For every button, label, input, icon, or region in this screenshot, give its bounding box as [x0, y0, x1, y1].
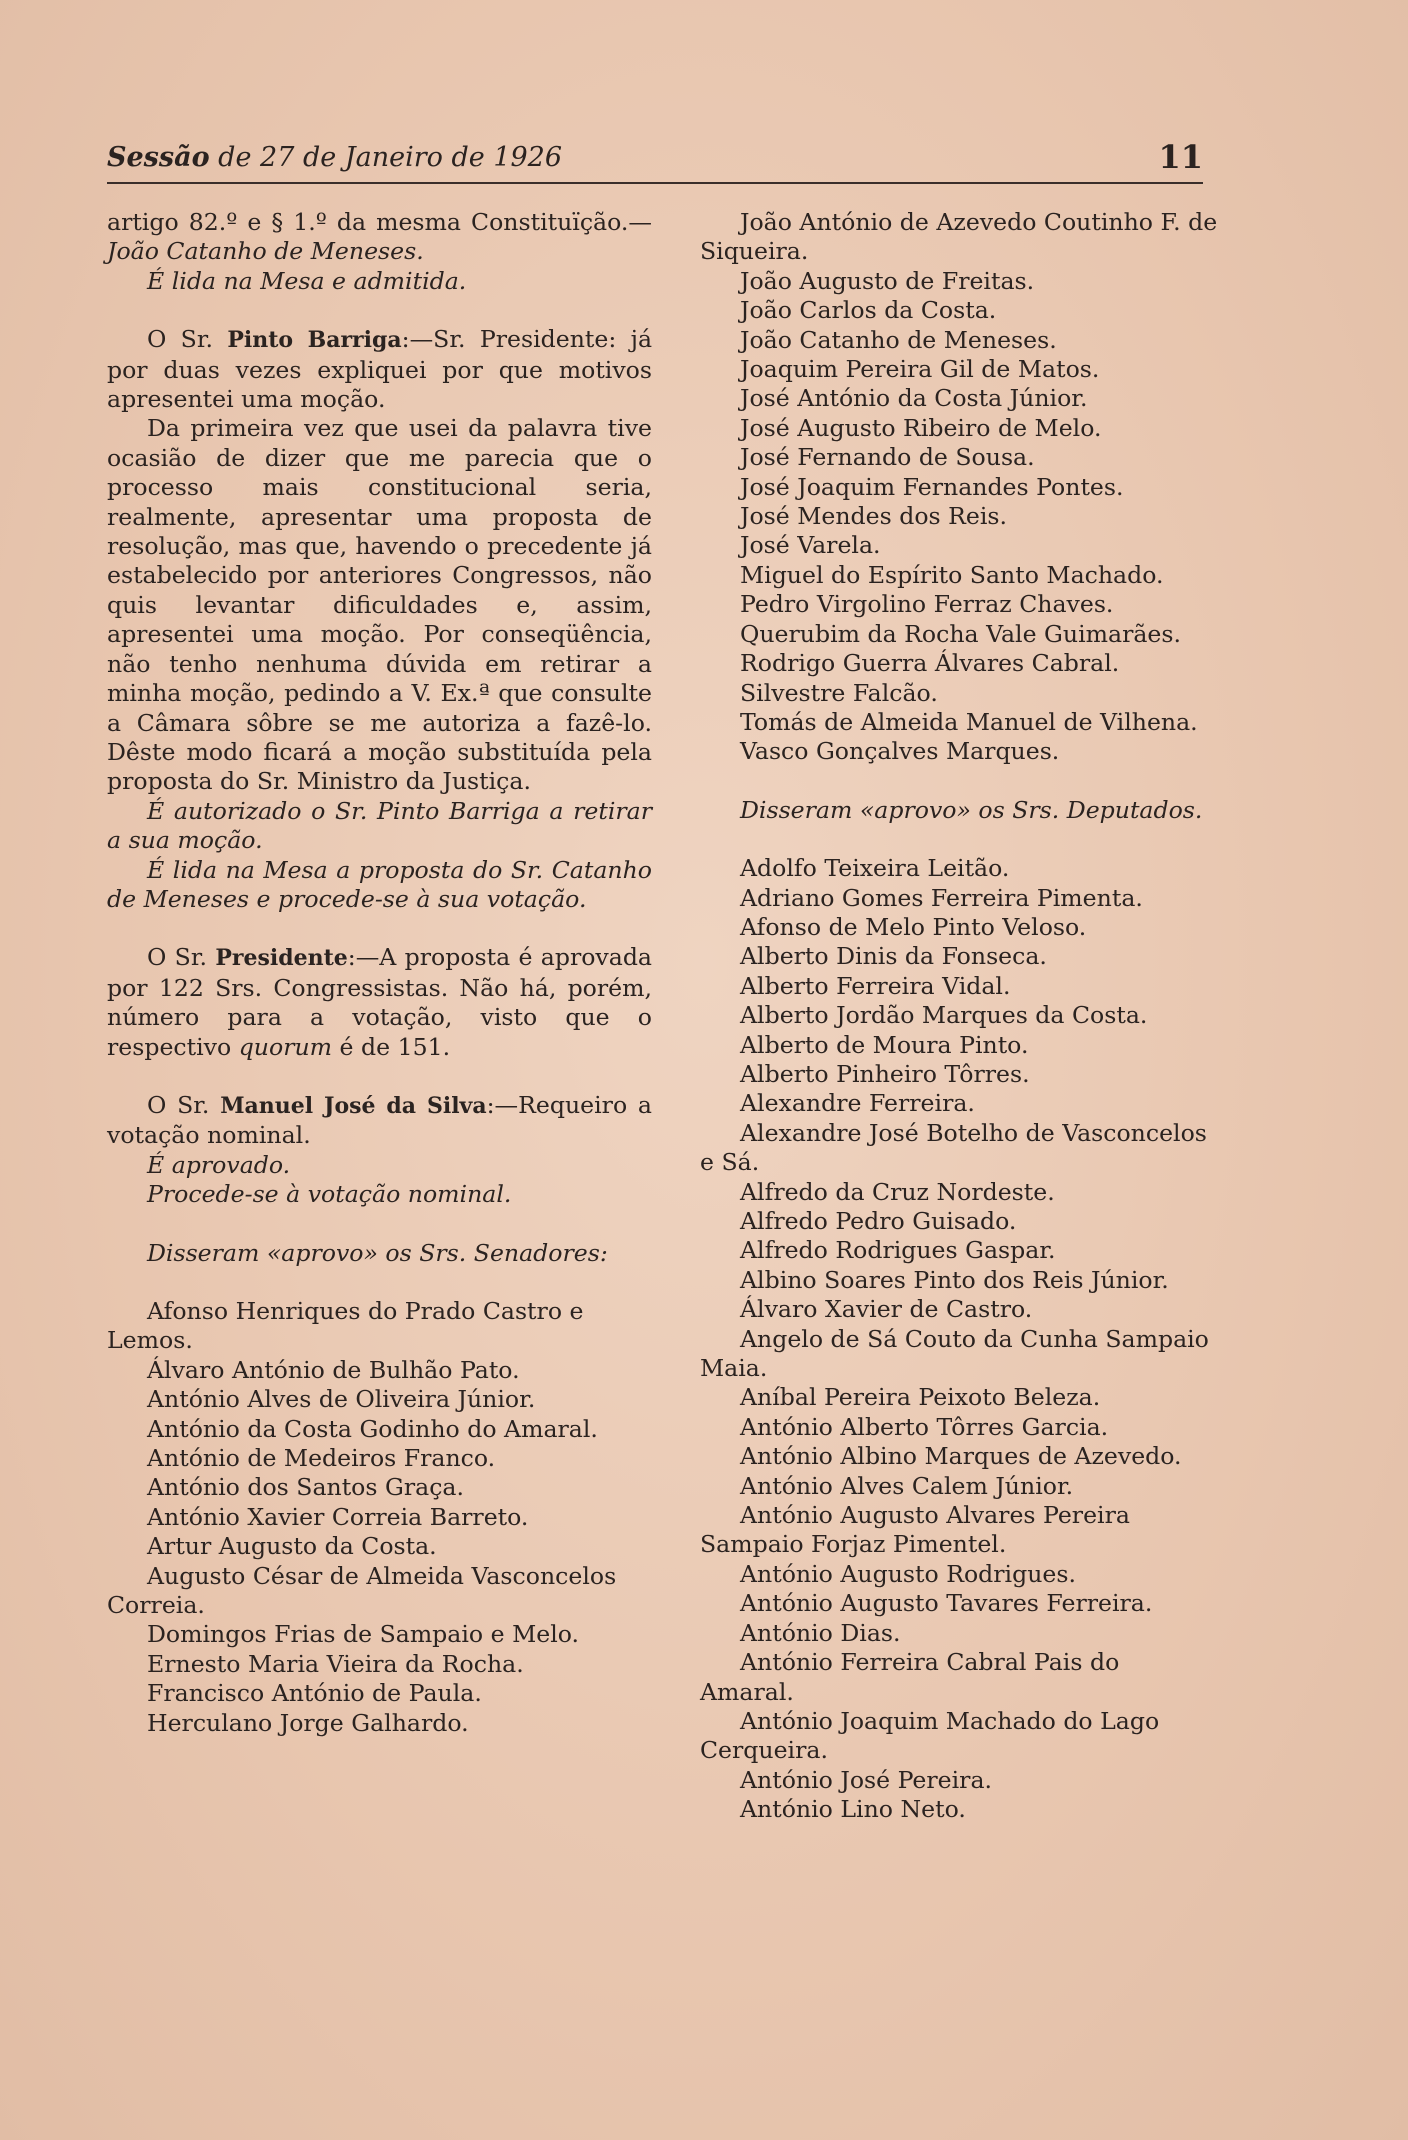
- name-list-item: Tomás de Almeida Manuel de Vilhena.: [740, 707, 1198, 736]
- authorization-note: É autorizado o Sr. Pinto Barriga a retirar a sua moção.: [107, 796, 652, 855]
- name-list-item: Alexandre José Botelho de Vasconcelos e Sá.: [700, 1118, 1207, 1177]
- name-list-item: João Augusto de Freitas.: [740, 266, 1035, 295]
- name-list-item: Vasco Gonçalves Marques.: [740, 737, 1060, 766]
- admission-note: É lida na Mesa e admitida.: [147, 266, 467, 295]
- speaker-name: Manuel José da Silva: [220, 1092, 487, 1119]
- name-list-item: Álvaro Xavier de Castro.: [740, 1295, 1033, 1324]
- name-list-item: Ernesto Maria Vieira da Rocha.: [147, 1649, 524, 1678]
- name-list-item: João Catanho de Meneses.: [740, 325, 1057, 354]
- session-word: Sessão: [107, 142, 210, 173]
- speech-continuation: Da primeira vez que usei da palavra tive ocasião de dizer que me parecia que o processo mais constitucional seria, realmente, apresentar uma proposta de resolução, mas que, havendo o precedente já estabelecido por anteriores Congressos, não quis levantar dificuldades e, assim, apresentei uma moção. Por conseqüência, não tenho nenhuma dúvida em retirar a minha moção, pedindo a V. Ex.ª que consulte a Câmara sôbre se me autoriza a fazê-lo. Dêste modo ficará a moção substituída pela proposta do Sr. Ministro da Justiça.: [107, 414, 652, 796]
- name-list-item: António Albino Marques de Azevedo.: [740, 1442, 1182, 1471]
- name-list-item: Domingos Frias de Sampaio e Melo.: [147, 1620, 580, 1649]
- name-list-item: Alberto Jordão Marques da Costa.: [740, 1001, 1148, 1030]
- name-list-item: Augusto César de Almeida Vasconcelos Correia.: [107, 1561, 617, 1620]
- name-list-item: Álvaro António de Bulhão Pato.: [147, 1355, 520, 1384]
- name-list-item: José Joaquim Fernandes Pontes.: [740, 472, 1124, 501]
- speech-label: O Sr.: [147, 943, 208, 972]
- speaker-name: Pinto Barriga: [227, 327, 402, 354]
- name-list-item: Alfredo Rodrigues Gaspar.: [740, 1236, 1056, 1265]
- name-list-item: Albino Soares Pinto dos Reis Júnior.: [740, 1265, 1169, 1294]
- speech-text: :—Sr. Presidente: já por duas vezes expliquei por que motivos apresentei uma moção.: [107, 325, 653, 414]
- speech-label: O Sr.: [147, 1090, 210, 1119]
- name-list-item: Rodrigo Guerra Álvares Cabral.: [740, 649, 1120, 678]
- name-list-item: Adriano Gomes Ferreira Pimenta.: [740, 883, 1143, 912]
- motion-body: artigo 82.º e § 1.º da mesma Constituïção.—: [107, 208, 652, 236]
- name-list-item: António Alves de Oliveira Júnior.: [147, 1385, 536, 1414]
- name-list-item: José Augusto Ribeiro de Melo.: [740, 413, 1102, 442]
- speaker-name: Presidente: [215, 945, 348, 972]
- left-column: [107, 208, 652, 1738]
- name-list-item: António Dias.: [740, 1618, 901, 1647]
- name-list-item: Adolfo Teixeira Leitão.: [740, 854, 1010, 883]
- motion-text: [107, 208, 652, 267]
- speech-pinto-barriga: [107, 325, 652, 414]
- page-number: 11: [1158, 138, 1203, 176]
- quorum-word: quorum: [238, 1032, 333, 1061]
- name-list-item: António Augusto Rodrigues.: [740, 1559, 1076, 1588]
- name-list-item: Miguel do Espírito Santo Machado.: [740, 560, 1164, 589]
- name-list-item: João Carlos da Costa.: [740, 296, 997, 325]
- page-header: [107, 138, 1203, 184]
- name-list-item: Alfredo Pedro Guisado.: [740, 1207, 1017, 1235]
- name-list-item: Francisco António de Paula.: [147, 1679, 482, 1708]
- name-list-item: Afonso de Melo Pinto Veloso.: [740, 912, 1087, 941]
- name-list-item: Herculano Jorge Galhardo.: [147, 1708, 469, 1737]
- speech-manuel-jose-da-silva: [107, 1091, 652, 1151]
- name-list-item: Angelo de Sá Couto da Cunha Sampaio Maia.: [700, 1324, 1209, 1383]
- name-list-item: José Mendes dos Reis.: [740, 502, 1008, 531]
- speech-text-end: é de 151.: [332, 1032, 451, 1061]
- name-list-item: Joaquim Pereira Gil de Matos.: [740, 355, 1100, 384]
- name-list-item: Alfredo da Cruz Nordeste.: [740, 1177, 1055, 1206]
- senators-heading: Disseram «aprovo» os Srs. Senadores:: [147, 1238, 608, 1267]
- session-title: [107, 142, 562, 173]
- name-list-item: António Xavier Correia Barreto.: [147, 1502, 529, 1531]
- session-date: de 27 de Janeiro de 1926: [209, 142, 563, 173]
- speech-text: :—A proposta é aprovada por 122 Srs. Congressistas. Não há, porém, número para a votação, visto que o respectivo: [107, 943, 652, 1061]
- name-list-item: Alberto Ferreira Vidal.: [740, 971, 1011, 1000]
- name-list-item: António dos Santos Graça.: [147, 1473, 464, 1502]
- name-list-item: Pedro Virgolino Ferraz Chaves.: [740, 590, 1114, 619]
- name-list-item: António Alves Calem Júnior.: [740, 1471, 1074, 1500]
- name-list-item: António José Pereira.: [740, 1765, 993, 1794]
- deputies-heading: Disseram «aprovo» os Srs. Deputados.: [740, 795, 1203, 824]
- name-list-item: António da Costa Godinho do Amaral.: [147, 1414, 598, 1443]
- vote-procedure-note: É lida na Mesa a proposta do Sr. Catanho de Meneses e procede-se à sua votação.: [107, 855, 652, 913]
- name-list-item: José Fernando de Sousa.: [740, 443, 1035, 472]
- deputies-list: [700, 854, 1218, 1824]
- name-list-item: António Alberto Tôrres Garcia.: [740, 1412, 1109, 1441]
- name-list-item: Afonso Henriques do Prado Castro e Lemos.: [107, 1297, 584, 1355]
- name-list-item: João António de Azevedo Coutinho F. de Siqueira.: [700, 208, 1218, 266]
- approval-note: É aprovado.: [147, 1150, 291, 1179]
- name-list-item: António Ferreira Cabral Pais do Amaral.: [700, 1648, 1120, 1706]
- name-list-item: António Joaquim Machado do Lago Cerqueira.: [700, 1706, 1160, 1765]
- name-list-item: José Varela.: [740, 531, 881, 560]
- speech-label: O Sr.: [147, 325, 214, 354]
- name-list-item: Aníbal Pereira Peixoto Beleza.: [740, 1383, 1101, 1412]
- name-list-item: António de Medeiros Franco.: [147, 1444, 496, 1473]
- speech-presidente: [107, 943, 652, 1062]
- speech-text: :—Requeiro a votação nominal.: [107, 1090, 652, 1150]
- name-list-item: Alberto de Moura Pinto.: [740, 1030, 1029, 1059]
- motion-author: João Catanho de Meneses.: [107, 237, 424, 266]
- nominal-vote-note: Procede-se à votação nominal.: [147, 1180, 512, 1209]
- name-list-item: António Lino Neto.: [740, 1795, 966, 1824]
- name-list-item: Silvestre Falcão.: [740, 678, 938, 707]
- name-list-item: António Augusto Alvares Pereira Sampaio Forjaz Pimentel.: [700, 1501, 1130, 1559]
- right-column: [700, 208, 1218, 1825]
- senators-list-continued: [700, 208, 1218, 767]
- name-list-item: Alberto Pinheiro Tôrres.: [740, 1059, 1030, 1088]
- name-list-item: José António da Costa Júnior.: [740, 384, 1088, 413]
- name-list-item: Alexandre Ferreira.: [740, 1089, 975, 1118]
- name-list-item: Querubim da Rocha Vale Guimarães.: [740, 619, 1181, 648]
- name-list-item: António Augusto Tavares Ferreira.: [740, 1589, 1153, 1618]
- name-list-item: Artur Augusto da Costa.: [147, 1532, 437, 1561]
- name-list-item: Alberto Dinis da Fonseca.: [740, 942, 1047, 971]
- senators-list: [107, 1297, 652, 1738]
